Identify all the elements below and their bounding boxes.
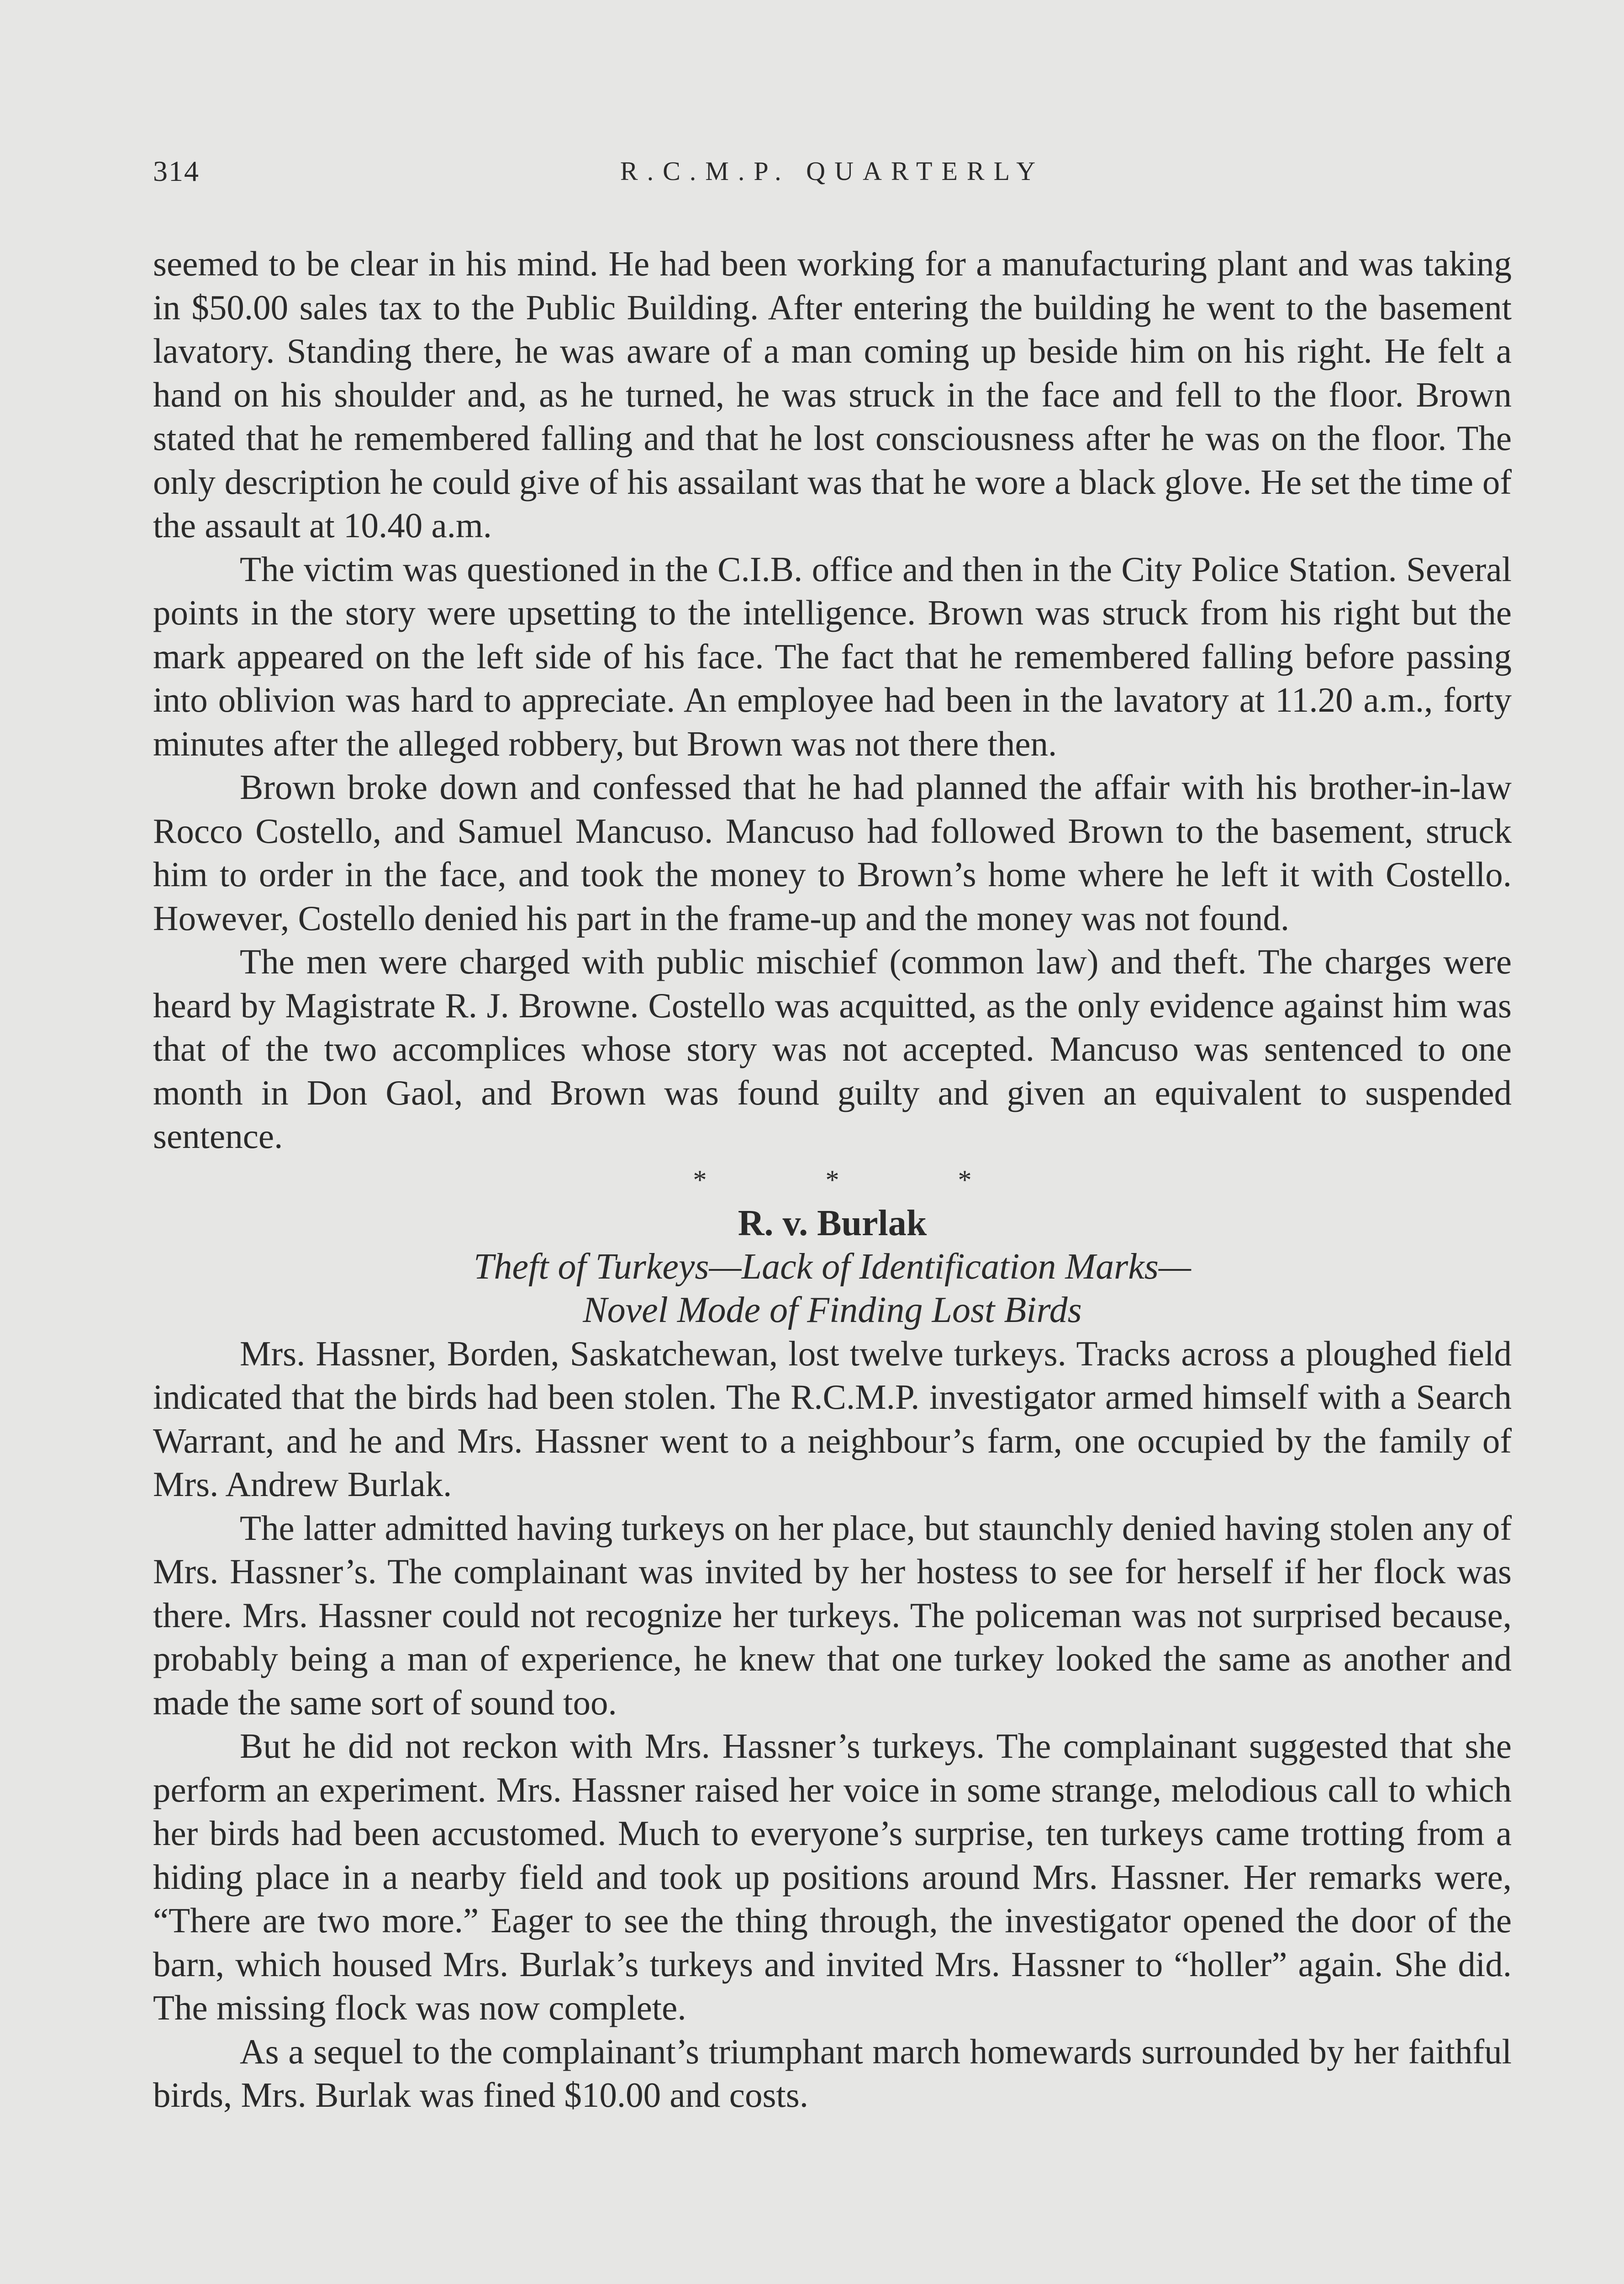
body-paragraph: seemed to be clear in his mind. He had been working for a manufacturing plant and was taking in $50.00 sales tax to the Public Building. After entering the building he went to the basement lavatory. Standing there, he was aware of a man coming up beside him on his right. He felt a hand on his shoulder and, as he turned, he was struck in the face and fell to the floor. Brown stated that he remembered falling and that he lost consciousness after he was on the floor. The only description he could give of his assailant was that he wore a black glove. He set the time of the assault at 10.40 a.m. [153, 244, 1512, 545]
case-paragraph: The latter admitted having turkeys on her place, but staunchly denied having stolen any of Mrs. Hassner’s. The complainant was invited by her hostess to see for herself if her flock was there. Mrs. Hassner could not recognize her turkeys. The policeman was not surprised because, probably being a man of experience, he knew that one turkey looked the same as another and made the same sort of sound too. [153, 1508, 1512, 1722]
case-subtitle-line-1: Theft of Turkeys—Lack of Identification Marks— [474, 1246, 1191, 1287]
section-separator [153, 1158, 1512, 1202]
separator-asterisk: * [958, 1164, 972, 1195]
separator-asterisk: * [693, 1164, 707, 1195]
journal-title: R.C.M.P. QUARTERLY [620, 156, 1045, 186]
page-number: 314 [153, 155, 200, 187]
case-paragraph: As a sequel to the complainant’s triumphant march homewards surrounded by her faithful birds, Mrs. Burlak was fined $10.00 and costs. [153, 2031, 1512, 2115]
body-paragraph: Brown broke down and confessed that he had planned the affair with his brother-in-law Rocco Costello, and Samuel Mancuso. Mancuso had followed Brown to the basement, struck him to order in the face, and took the money to Brown’s home where he left it with Costello. However, Costello denied his part in the frame-up and the money was not found. [153, 767, 1512, 938]
body-text [153, 242, 1512, 2117]
running-head [153, 151, 1512, 192]
case-paragraph: But he did not reckon with Mrs. Hassner’s turkeys. The complainant suggested that she perform an experiment. Mrs. Hassner raised her voice in some strange, melodious call to which her birds had been accustomed. Much to everyone’s surprise, ten turkeys came trotting from a hiding place in a nearby field and took up positions around Mrs. Hassner. Her remarks were, “There are two more.” Eager to see the thing through, the investigator opened the door of the barn, which housed Mrs. Burlak’s turkeys and invited Mrs. Hassner to “holler” again. She did. The missing flock was now complete. [153, 1726, 1512, 2027]
case-paragraph: Mrs. Hassner, Borden, Saskatchewan, lost twelve turkeys. Tracks across a ploughed field indicated that the birds had been stolen. The R.C.M.P. investigator armed himself with a Search Warrant, and he and Mrs. Hassner went to a neighbour’s farm, one occupied by the family of Mrs. Andrew Burlak. [153, 1333, 1512, 1504]
case-title: R. v. Burlak [738, 1203, 927, 1243]
case-subtitle-line-2: Novel Mode of Finding Lost Birds [583, 1290, 1082, 1330]
body-paragraph: The men were charged with public mischief (common law) and theft. The charges were heard by Magistrate R. J. Browne. Costello was acquitted, as the only evidence against him was that of the two accomplices whose story was not accepted. Mancuso was sentenced to one month in Don Gaol, and Brown was found guilty and given an equivalent to suspended sentence. [153, 942, 1512, 1156]
separator-asterisk: * [825, 1164, 839, 1195]
body-paragraph: The victim was questioned in the C.I.B. office and then in the City Police Station. Several points in the story were upsetting to the intelligence. Brown was struck from his right but the mark appeared on the left side of his face. The fact that he remembered falling before passing into oblivion was hard to appreciate. An employee had been in the lavatory at 11.20 a.m., forty minutes after the alleged robbery, but Brown was not there then. [153, 549, 1512, 763]
